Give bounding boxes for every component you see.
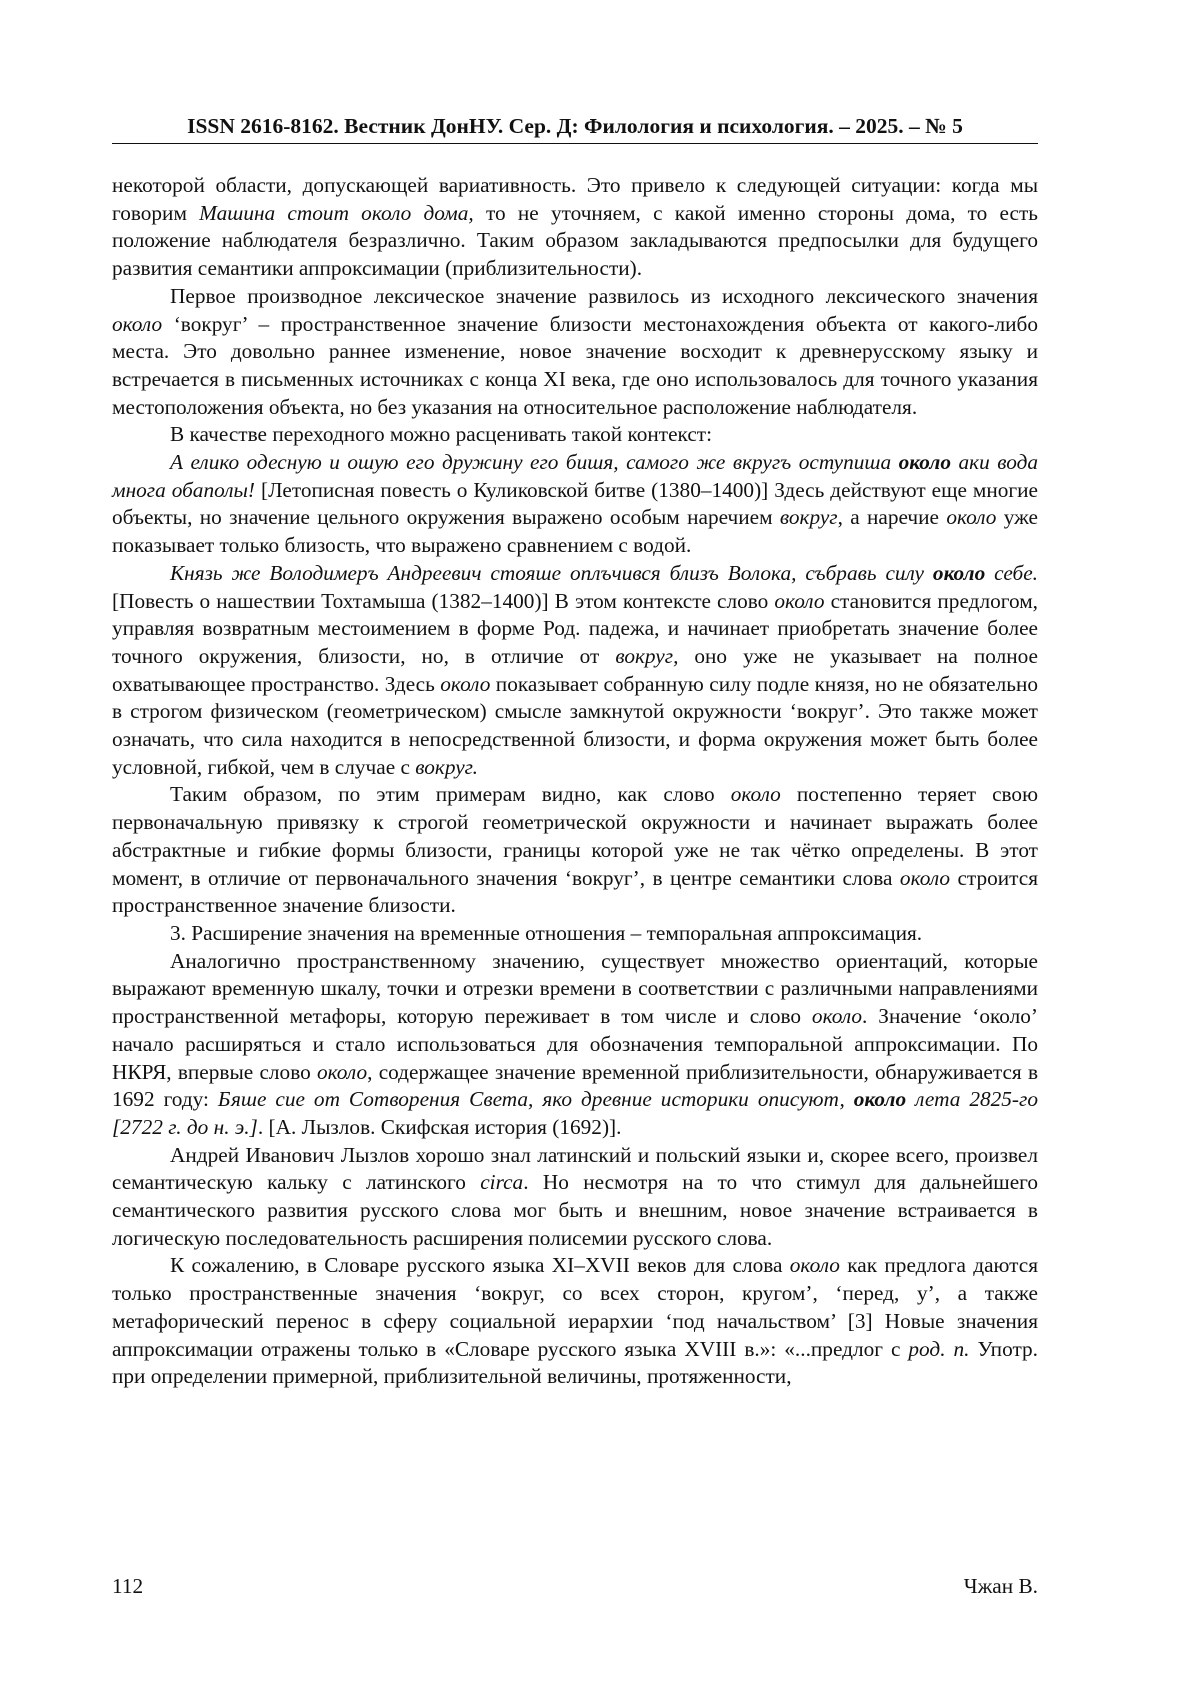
paragraph-10: К сожалению, в Словаре русского языка XI–XVII веков для слова около как предлога даются только пространственные значения ‘вокруг, со всех сторон, кругом’, ‘перед, у’, а также метафорический перенос в сферу социальной иерархии ‘под начальством’ [3] Новые значения аппроксимации отражены только в «Словаре русского языка XVIII в.»: «...предлог с род. п. Употр. при определении примерной, приблизительной величины, протяженности, [112, 1253, 1038, 1389]
page-number: 112 [112, 1574, 144, 1598]
paragraph-8: Аналогично пространственному значению, существует множество ориентаций, которые выражают временную шкалу, точки и отрезки времени в соответствии с различными направлениями пространственной метафоры, которую переживает в том числе и слово около. Значение ‘около’ начало расширяться и стало использоваться для обозначения темпоральной аппроксимации. По НКРЯ, впервые слово около, содержащее значение временной приблизительности, обнаруживается в 1692 году: Бяше сие от Сотворения Света, яко древние историки описуют, около лета 2825-го [2722 г. до н. э.]. [А. Лызлов. Скифская история (1692)]. [112, 948, 1038, 1139]
article-body [112, 172, 1038, 1391]
paragraph-2: Первое производное лексическое значение развилось из исходного лексического значения около ‘вокруг’ – пространственное значение близости местонахождения объекта от какого-либо места. Это довольно раннее изменение, новое значение восходит к древнерусскому языку и встречается в письменных источниках с конца XI века, где оно использовалось для точного указания местоположения объекта, но без указания на относительное расположение наблюдателя. [112, 283, 1038, 419]
paragraph-6: Таким образом, по этим примерам видно, как слово около постепенно теряет свою первоначальную привязку к строгой геометрической окружности и начинает выражать более абстрактные и гибкие формы близости, границы которой уже не так чётко определены. В этот момент, в отличие от первоначального значения ‘вокруг’, в центре семантики слова около строится пространственное значение близости. [112, 782, 1039, 918]
paragraph-5-example: Князь же Володимеръ Андреевич стояше оплъчився близъ Волока, събравь силу около себе. [Повесть о нашествии Тохтамыша (1382–1400)] В этом контексте слово около становится предлогом, управляя возвратным местоимением в форме Род. падежа, и начинает приобретать значение более точного окружения, близости, но, в отличие от вокруг, оно уже не указывает на полное охватывающее пространство. Здесь около показывает собранную силу подле князя, но не обязательно в строгом физическом (геометрическом) смысле замкнутой окружности ‘вокруг’. Это также может означать, что сила находится в непосредственной близости, и форма окружения может быть более условной, гибкой, чем в случае с вокруг. [112, 560, 1038, 779]
running-header: ISSN 2616-8162. Вестник ДонНУ. Сер. Д: Филология и психология. – 2025. – № 5 [112, 112, 1038, 144]
paragraph-1: некоторой области, допускающей вариативность. Это привело к следующей ситуации: когда мы говорим Машина стоит около дома, то не уточняем, с какой именно стороны дома, то есть положение наблюдателя безразлично. Таким образом закладываются предпосылки для будущего развития семантики аппроксимации (приблизительности). [112, 173, 1039, 281]
paragraph-3: В качестве переходного можно расценивать такой контекст: [170, 422, 713, 447]
section-heading-3: 3. Расширение значения на временные отношения – темпоральная аппроксимация. [170, 920, 923, 945]
paragraph-9: Андрей Иванович Лызлов хорошо знал латинский и польский языки и, скорее всего, произвел семантическую кальку с латинского circa. Но несмотря на то что стимул для дальнейшего семантического развития русского слова мог быть и внешним, новое значение встраивается в логическую последовательность расширения полисемии русского слова. [112, 1142, 1038, 1250]
paragraph-4-example: А елико одесную и ошую его дружину его бишя, самого же вкругъ оступиша около аки вода многа обаполы! [Летописная повесть о Куликовской битве (1380–1400)] Здесь действуют еще многие объекты, но значение цельного окружения выражено особым наречием вокруг, а наречие около уже показывает только близость, что выражено сравнением с водой. [112, 450, 1039, 558]
footer-author: Чжан В. [963, 1574, 1038, 1598]
